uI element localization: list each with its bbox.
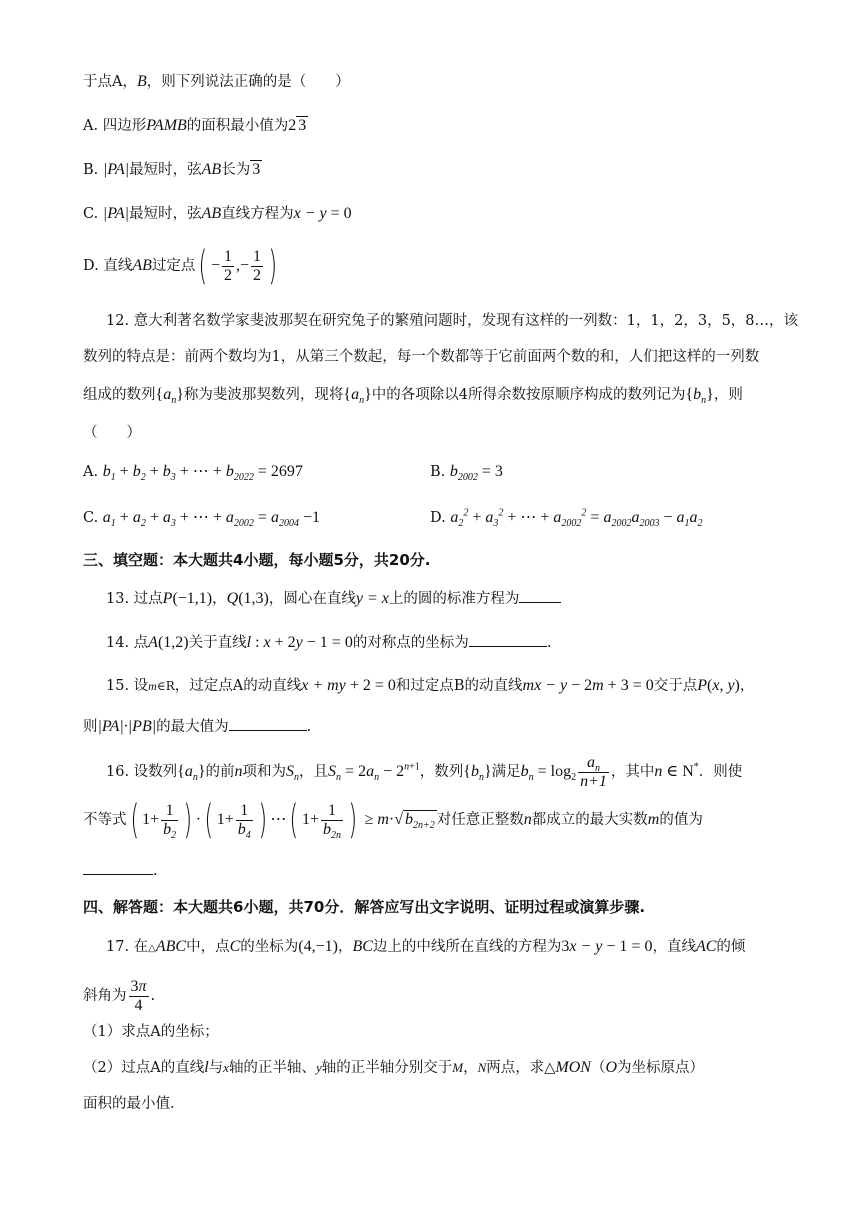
q12-stem-line1: 12. 意大利著名数学家斐波那契在研究兔子的繁殖问题时，发现有这样的一列数：1，1，2，3，5，8…，该 <box>106 313 799 329</box>
section-solve-heading: 四、解答题：本大题共6小题，共70分．解答应写出文字说明、证明过程或演算步骤. <box>83 898 646 916</box>
q16-line2: 不等式( 1+ $\frac{1}{b_2}$ ) ·( 1+ $\frac{1}{b_4}$ ) ⋯( 1+ $\frac{1}{b_{2n}}$ ) ≥ m·√ $b_{2n+2}$ 对任意正整数n都成立的最大实数m的值为 <box>83 797 703 843</box>
q16-answer-blank: . <box>83 860 158 881</box>
q15-line1: 15. 设m∈R，过定点A的动直线x + my + 2 = 0和过定点B的动直线mx − y − 2m + 3 = 0交于点P(x, y)， <box>106 677 755 694</box>
q17-line1: 17. 在△ABC中，点C的坐标为(4,−1)，BC边上的中线所在直线的方程为3x − y − 1 = 0，直线AC的倾 <box>106 938 746 955</box>
q12-option-a: A. $b_1 + b_2 + b_3$ + ⋯ + $b_{2022} = 2697$ <box>83 463 303 484</box>
q12-stem-line2: 数列的特点是：前两个数均为1，从第三个数起，每一个数都等于它前面两个数的和，人们把这样的一列数 <box>83 349 760 365</box>
q12-option-c: C. $a_1 + a_2 + a_3$ + ⋯ + $a_{2002} = a_{2004} -1$ <box>83 509 320 530</box>
q11-stem-tail: 于点A，B，则下列说法正确的是（ ） <box>83 73 350 90</box>
q11-option-d: D. 直线AB过定点( − $\frac{1}{2}$ ,− $\frac{1}{2}$ ) <box>83 243 278 289</box>
q12-option-d: D. $a_2^2 + a_3^2$ + ⋯ + $a_{2002}^2 = a_{2002}a_{2003} - a_1a_2$ <box>430 507 703 530</box>
q12-answer-paren: （ ） <box>83 425 141 441</box>
q11-option-b: B. |PA|最短时，弦AB长为 3 <box>83 161 261 178</box>
q17-line2: 斜角为 $\frac{3\pi}{4}$ . <box>83 977 156 1014</box>
q12-option-b: B. $b_{2002} = 3$ <box>430 463 503 484</box>
q16-line1: 16. 设数列$\{a_n\}$的前n项和为$S_n$，且$S_n = 2a_n - 2^{n+1}$，数列$\{b_n\}$满足$b_n = \log_2$ $\frac{a_n}{n+1}$ ，其中n ∈ N*．则使 <box>106 753 743 790</box>
section-fill-blank-heading: 三、填空题：本大题共4小题，每小题5分，共20分. <box>83 551 431 569</box>
q11-option-c: C. |PA|最短时，弦AB直线方程为x − y = 0 <box>83 205 352 222</box>
q17-part1: （1）求点A的坐标； <box>83 1024 219 1040</box>
q17-part2-line1: （2）过点A的直线l与x轴的正半轴、y轴的正半轴分别交于M，N两点，求△MON（O为坐标原点） <box>83 1059 705 1076</box>
q12-stem-line3: 组成的数列$\{a_n\}$称为斐波那契数列，现将$\{a_n\}$中的各项除以4所得余数按原顺序构成的数列记为$\{b_n\}$，则 <box>83 386 743 407</box>
q14: 14. 点A(1,2)关于直线l : x + 2y − 1 = 0的对称点的坐标为 . <box>106 634 552 651</box>
q13: 13. 过点P(−1,1)，Q(1,3)，圆心在直线y = x上的圆的标准方程为 <box>106 588 561 609</box>
q15-line2: 则|PA|·|PB|的最大值为 . <box>83 718 312 735</box>
q17-part2-line2: 面积的最小值. <box>83 1096 175 1112</box>
q11-option-a: A. 四边形PAMB的面积最小值为2 3 <box>83 117 307 134</box>
